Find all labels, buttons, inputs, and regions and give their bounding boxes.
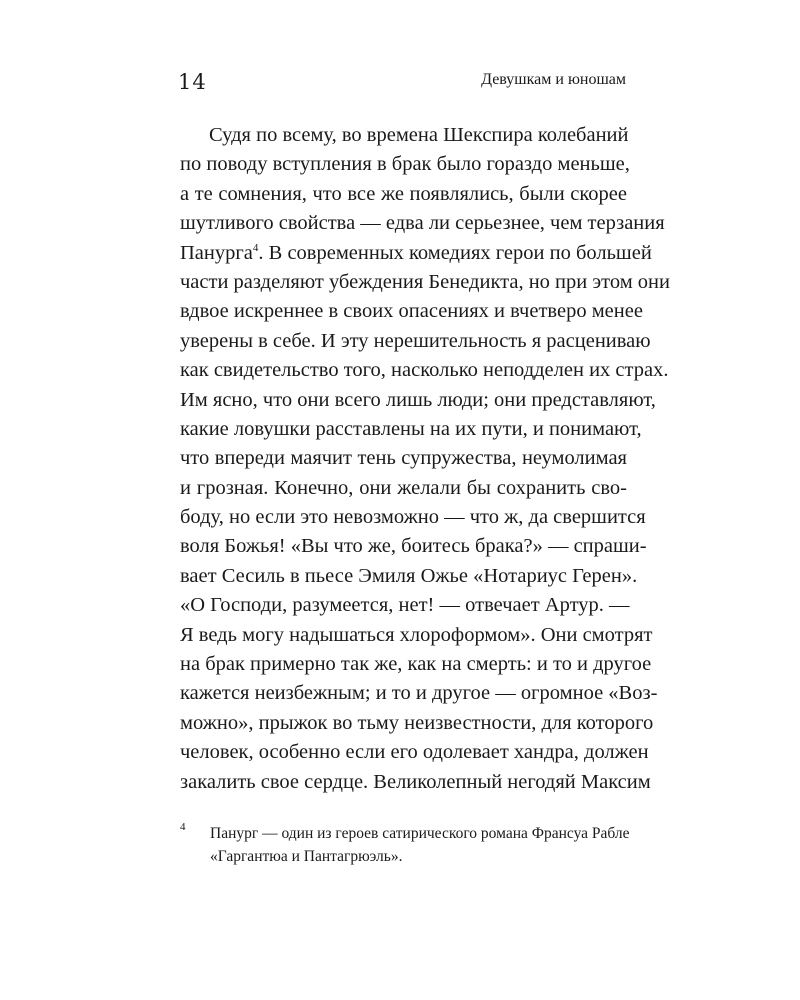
text-line: кажется неизбежным; и то и другое — огромное «Воз- bbox=[180, 682, 658, 705]
text-line: части разделяют убеждения Бенедикта, но при этом они bbox=[180, 270, 670, 293]
body-text bbox=[180, 121, 670, 797]
text-line: воля Божья! «Вы что же, боитесь брака?» — спраши- bbox=[180, 535, 647, 558]
text-line bbox=[180, 239, 652, 268]
footnote-line: «Гаргантюа и Пантагрюэль». bbox=[210, 848, 403, 865]
text-line: Я ведь могу надышаться хлороформом». Они смотрят bbox=[180, 623, 653, 646]
footnote-reference[interactable]: 4 bbox=[252, 241, 259, 254]
page-number: 14 bbox=[178, 70, 207, 94]
text-line: боду, но если это невозможно — что ж, да свершится bbox=[180, 506, 646, 529]
text-line: уверены в себе. И эту нерешительность я расцениваю bbox=[180, 329, 651, 352]
text-line: как свидетельство того, насколько неподделен их страх. bbox=[180, 359, 669, 382]
text-line: вдвое искреннее в своих опасениях и вчетверо менее bbox=[180, 300, 643, 323]
text-line-rest: . В современных комедиях герои по большей bbox=[258, 241, 652, 264]
panurge-word: Панурга bbox=[180, 241, 253, 264]
footnote bbox=[210, 822, 630, 868]
text-line: на брак примерно так же, как на смерть: и то и другое bbox=[180, 653, 652, 676]
text-line: человек, особенно если его одолевает хандра, должен bbox=[180, 741, 649, 764]
footnote-marker: 4 bbox=[180, 821, 186, 833]
text-line: можно», прыжок во тьму неизвестности, для которого bbox=[180, 711, 654, 734]
text-line: и грозная. Конечно, они желали бы сохранить сво- bbox=[180, 476, 627, 499]
text-line: а те сомнения, что все же появлялись, были скорее bbox=[180, 182, 627, 205]
text-line: какие ловушки расставлены на их пути, и понимают, bbox=[180, 417, 642, 440]
text-line: шутливого свойства — едва ли серьезнее, чем терзания bbox=[180, 212, 665, 235]
text-line: Судя по всему, во времена Шекспира колебаний bbox=[209, 124, 629, 146]
text-line: Им ясно, что они всего лишь люди; они представляют, bbox=[180, 388, 656, 411]
text-line: по поводу вступления в брак было гораздо меньше, bbox=[180, 153, 630, 176]
text-line: что впереди маячит тень супружества, неумолимая bbox=[180, 447, 627, 470]
text-line: «О Господи, разумеется, нет! — отвечает Артур. — bbox=[180, 594, 630, 617]
footnote-line: Панург — один из героев сатирического романа Франсуа Рабле bbox=[210, 825, 630, 842]
text-line: вает Сесиль в пьесе Эмиля Ожье «Нотариус Герен». bbox=[180, 564, 638, 587]
text-line: закалить свое сердце. Великолепный негодяй Максим bbox=[180, 770, 651, 793]
running-head: Девушкам и юношам bbox=[481, 71, 626, 88]
